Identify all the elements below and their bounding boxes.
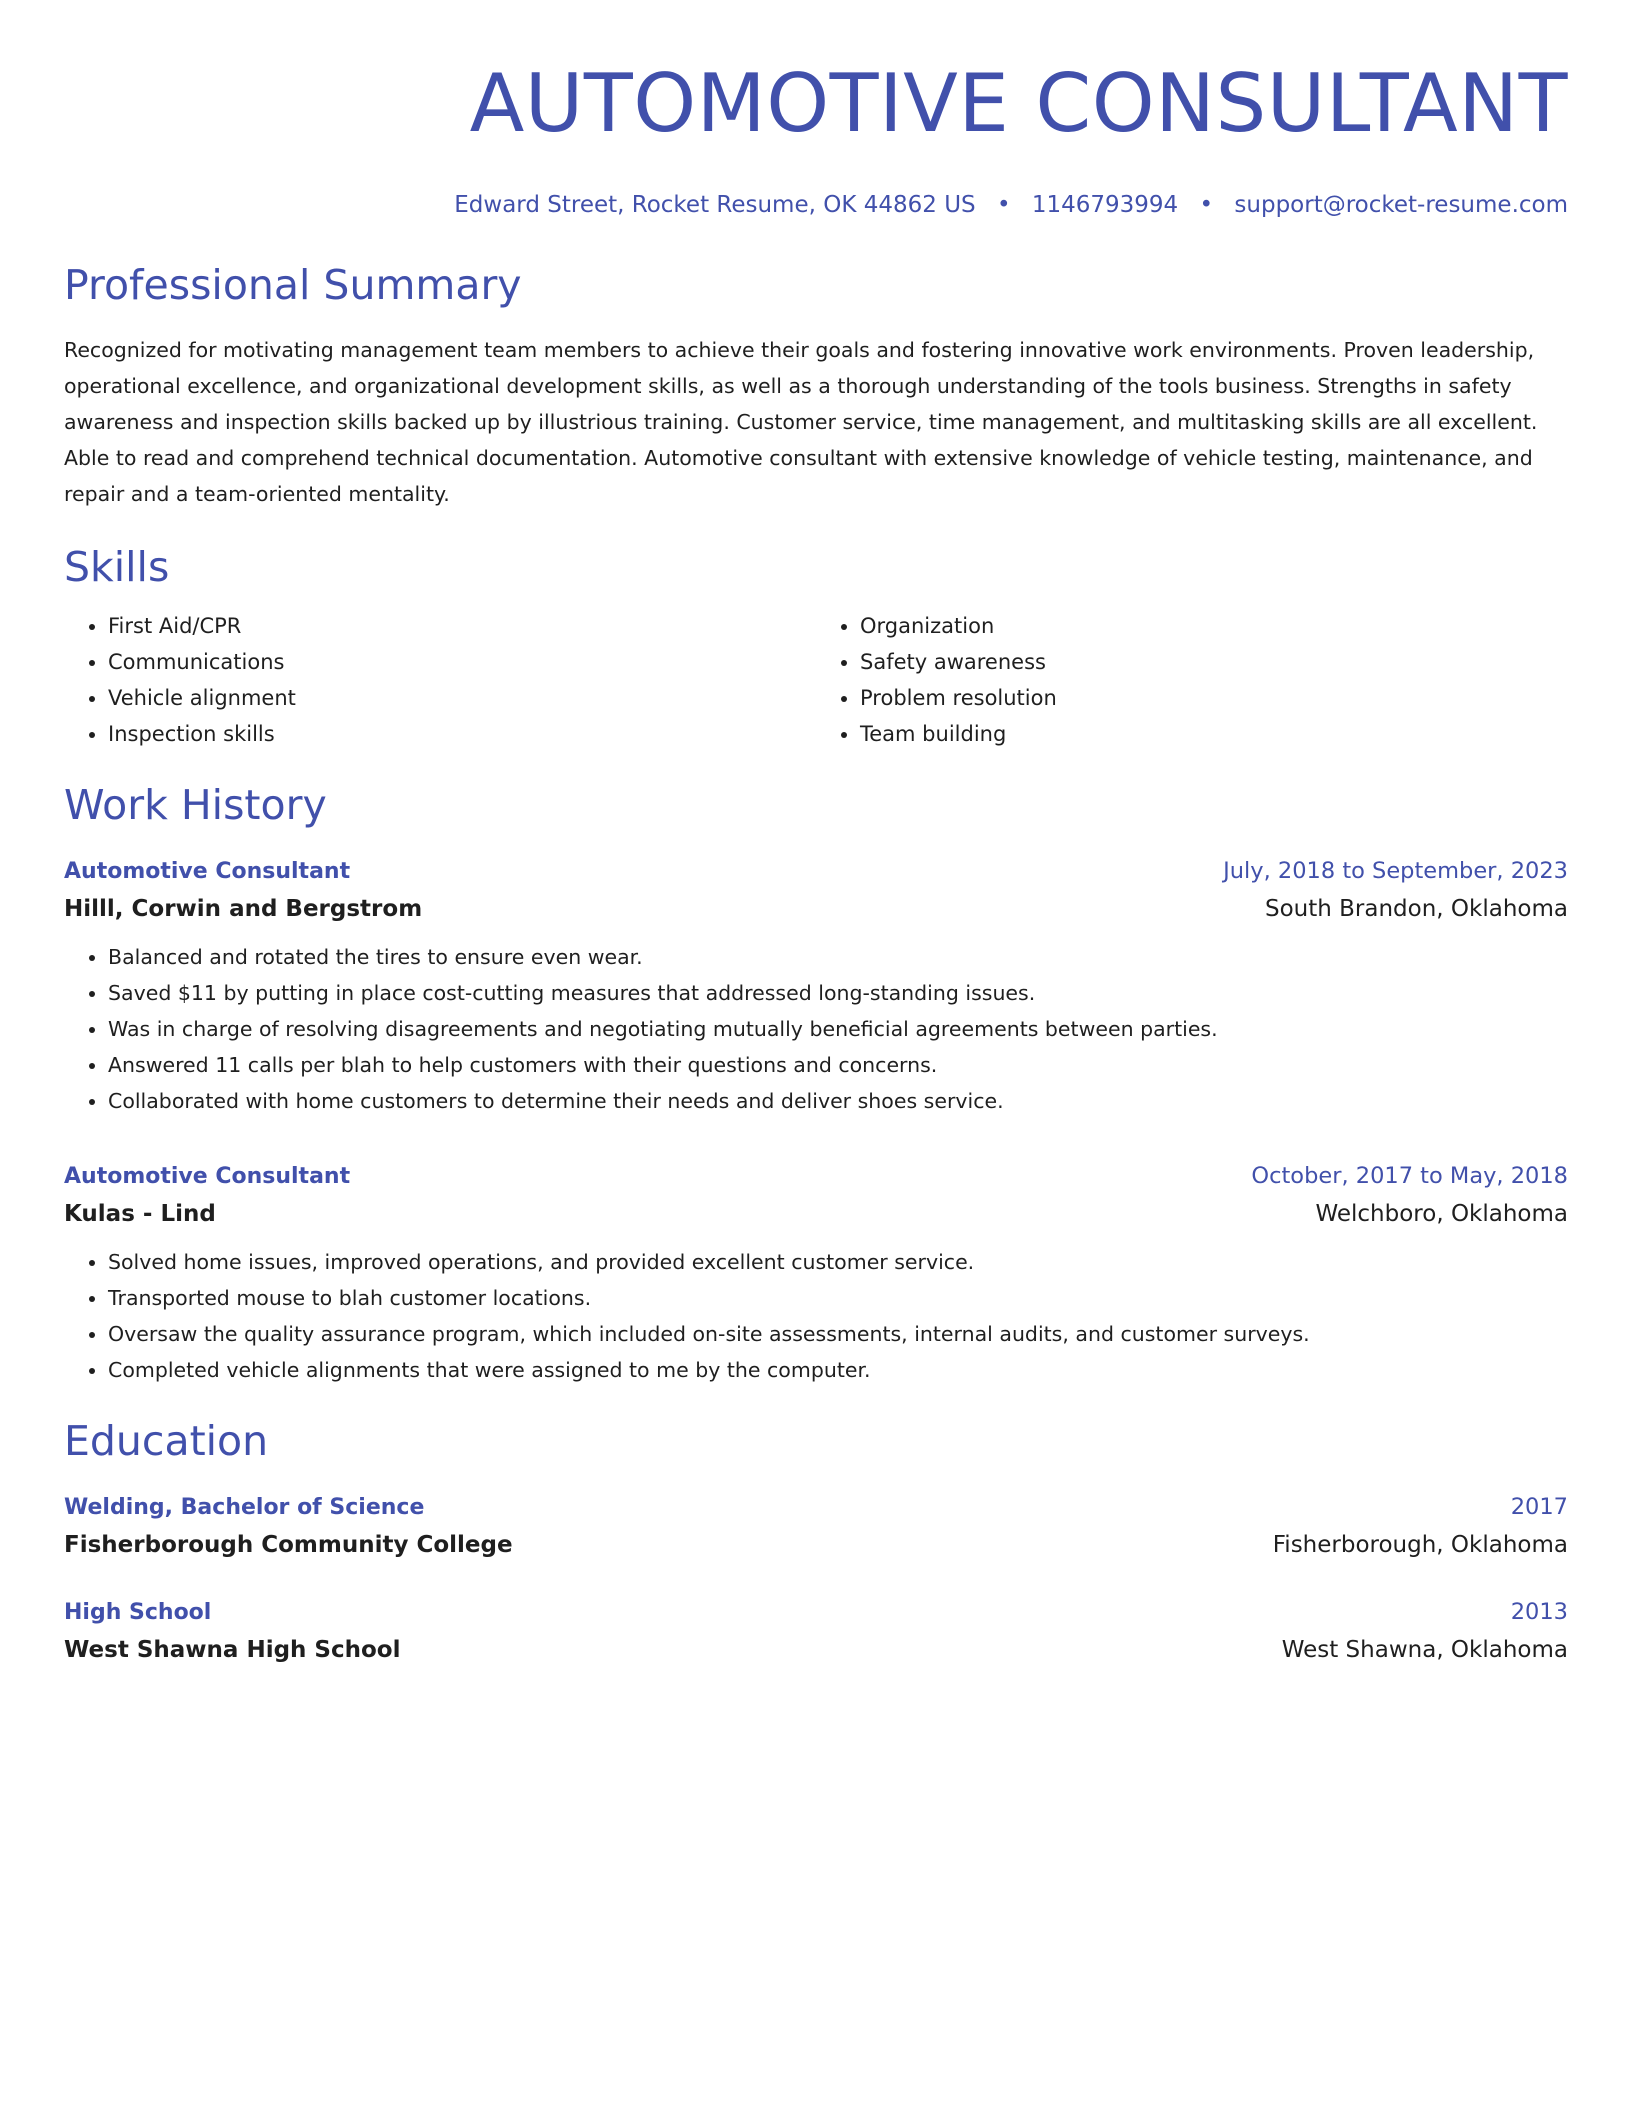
- resume-header: [64, 0, 1568, 220]
- job-bullet: • Transported mouse to blah customer locations.: [108, 1280, 1568, 1316]
- job-bullet: • Saved $11 by putting in place cost-cutting measures that addressed long-standing issues.: [108, 975, 1568, 1011]
- education-entry: [64, 1490, 1568, 1565]
- job-location: Welchboro, Oklahoma: [1315, 1201, 1568, 1227]
- contact-email: support@rocket-resume.com: [1234, 192, 1568, 218]
- job-entry: [64, 1159, 1568, 1388]
- education-entry: [64, 1595, 1568, 1670]
- education-year: 2013: [1510, 1599, 1568, 1625]
- job-bullets: [64, 939, 1568, 1119]
- job-company: Hilll, Corwin and Bergstrom: [64, 896, 423, 922]
- skill-item: • Organization: [860, 608, 1568, 644]
- skills-column-right: [816, 608, 1568, 752]
- skill-item: • Communications: [108, 644, 816, 680]
- skill-item: • Problem resolution: [860, 680, 1568, 716]
- job-entry: [64, 854, 1568, 1119]
- job-bullet: • Collaborated with home customers to determine their needs and deliver shoes service.: [108, 1083, 1568, 1119]
- summary-text: Recognized for motivating management team members to achieve their goals and fostering innovative work environments. Proven leadership, operational excellence, and organizational development skills, as well as a thorough understanding of the tools business. Strengths in safety awareness and inspection skills backed up by illustrious training. Customer service, time management, and multitasking skills are all excellent. Able to read and comprehend technical documentation. Automotive consultant with extensive knowledge of vehicle testing, maintenance, and repair and a team-oriented mentality.: [64, 338, 1538, 506]
- job-bullet: • Oversaw the quality assurance program, which included on-site assessments, internal audits, and customer surveys.: [108, 1316, 1568, 1352]
- summary-heading: Professional Summary: [64, 261, 522, 309]
- contact-line: [64, 190, 1568, 220]
- contact-phone: 1146793994: [1031, 192, 1179, 218]
- education-location: West Shawna, Oklahoma: [1281, 1637, 1568, 1663]
- job-company: Kulas - Lind: [64, 1201, 216, 1227]
- job-location: South Brandon, Oklahoma: [1265, 896, 1568, 922]
- skills-heading: Skills: [64, 543, 170, 591]
- job-role: Automotive Consultant: [64, 1164, 351, 1189]
- job-role: Automotive Consultant: [64, 859, 351, 884]
- skills-column-left: [64, 608, 816, 752]
- job-bullet: • Completed vehicle alignments that were assigned to me by the computer.: [108, 1352, 1568, 1388]
- education-degree: Welding, Bachelor of Science: [64, 1495, 425, 1520]
- contact-separator: •: [1199, 192, 1214, 218]
- job-dates: July, 2018 to September, 2023: [1223, 858, 1568, 884]
- skill-item: • Vehicle alignment: [108, 680, 816, 716]
- education-school: Fisherborough Community College: [64, 1532, 513, 1558]
- work-history-heading: Work History: [64, 781, 327, 829]
- skill-item: • First Aid/CPR: [108, 608, 816, 644]
- skill-item: • Inspection skills: [108, 716, 816, 752]
- education-school: West Shawna High School: [64, 1637, 401, 1663]
- education-location: Fisherborough, Oklahoma: [1272, 1532, 1568, 1558]
- skill-item: • Safety awareness: [860, 644, 1568, 680]
- job-bullets: [64, 1244, 1568, 1388]
- job-dates: October, 2017 to May, 2018: [1251, 1163, 1568, 1189]
- job-bullet: • Balanced and rotated the tires to ensure even wear.: [108, 939, 1568, 975]
- job-bullet: • Solved home issues, improved operations, and provided excellent customer service.: [108, 1244, 1568, 1280]
- education-year: 2017: [1510, 1494, 1568, 1520]
- skill-item: • Team building: [860, 716, 1568, 752]
- education-heading: Education: [64, 1417, 269, 1465]
- skills-list: [64, 608, 1568, 752]
- education-degree: High School: [64, 1600, 212, 1625]
- job-bullet: • Answered 11 calls per blah to help customers with their questions and concerns.: [108, 1047, 1568, 1083]
- contact-address: Edward Street, Rocket Resume, OK 44862 US: [454, 192, 976, 218]
- job-bullet: • Was in charge of resolving disagreements and negotiating mutually beneficial agreements between parties.: [108, 1011, 1568, 1047]
- contact-separator: •: [996, 192, 1011, 218]
- candidate-title: AUTOMOTIVE CONSULTANT: [469, 57, 1568, 150]
